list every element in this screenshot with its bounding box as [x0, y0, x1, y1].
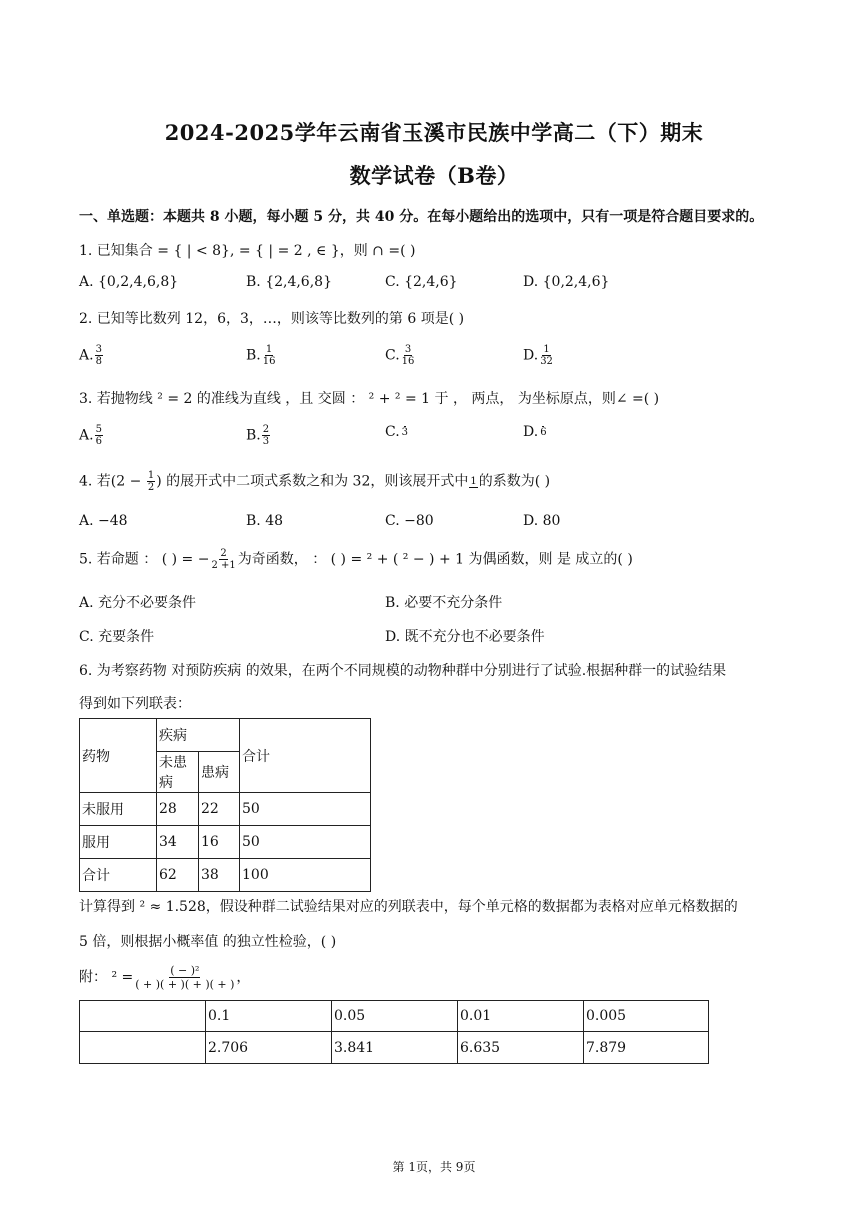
q4-stem-part-b: ) 的展开式中二项式系数之和为 32，则该展开式中: [156, 473, 469, 490]
q5-option-c: C. 充要条件: [79, 629, 155, 645]
q4-option-b: B. 48: [246, 513, 284, 529]
option-label: D.: [523, 347, 539, 364]
frac-den: 3: [401, 427, 409, 438]
q6-after-line2: 5 倍，则根据小概率值 的独立性检验，( ): [79, 934, 337, 950]
fraction: [210, 548, 236, 571]
q4-option-d: D. 80: [523, 513, 561, 529]
q5-option-a: A. 充分不必要条件: [79, 595, 197, 611]
q1-option-d: D. {0,2,4,6}: [523, 274, 610, 290]
frac-den: 2: [147, 482, 155, 493]
q4-stem-part-a: 4. 若(2 −: [79, 473, 146, 490]
table-cell: 0.01: [458, 1001, 584, 1032]
question-3-stem: 3. 若抛物线 ² = 2 的准线为直线 ，且 交圆 ： ² + ² = 1 于 ， 两点， 为坐标原点，则∠ =( ): [79, 391, 660, 407]
header-drug: 药物: [80, 719, 157, 793]
table-cell: 100: [240, 859, 371, 892]
question-2-stem: 2. 已知等比数列 12，6，3，…，则该等比数列的第 6 项是( ): [79, 311, 465, 327]
table-cell: 服用: [80, 826, 157, 859]
frac-den: 16: [401, 356, 415, 367]
table-cell: 6.635: [458, 1032, 584, 1064]
q2-option-d: [523, 344, 555, 367]
exam-title-line2: 数学试卷（B卷）: [349, 163, 519, 188]
question-6-stem-line2: 得到如下列联表：: [79, 696, 191, 712]
option-label: C.: [385, 424, 400, 440]
frac-num: 2: [262, 424, 270, 435]
frac-den: 6: [540, 427, 547, 438]
fraction: [134, 964, 235, 991]
page-footer: 第 1页，共 9页: [392, 1160, 476, 1174]
q2-option-a: [79, 344, 104, 367]
formula-suffix: ，: [236, 969, 251, 986]
chi-square-formula: [79, 964, 250, 991]
table-cell: 62: [157, 859, 199, 892]
table-cell: 2.706: [206, 1032, 332, 1064]
q6-after-line1: 计算得到 ² ≈ 1.528，假设种群二试验结果对应的列联表中，每个单元格的数据都为表格对应单元格数据的: [79, 899, 738, 915]
table-cell: 50: [240, 826, 371, 859]
table-row: [80, 1001, 709, 1032]
fraction: [401, 344, 416, 367]
fraction: [147, 470, 155, 493]
q2-option-b: [246, 344, 277, 367]
fraction: [95, 344, 103, 367]
table-cell: 合计: [80, 859, 157, 892]
formula-prefix: 附： ² =: [79, 969, 134, 986]
table-cell: 7.879: [584, 1032, 709, 1064]
critical-value-table: [79, 1000, 709, 1064]
table-cell: 3.841: [332, 1032, 458, 1064]
q5-stem-part-b: 为奇函数， ： ( ) = ² + ( ² − ) + 1 为偶函数，则 是 成立的( ): [237, 551, 633, 568]
option-label: A.: [79, 347, 94, 364]
table-cell: 0.005: [584, 1001, 709, 1032]
q3-option-d: [523, 424, 549, 440]
q3-option-a: [79, 424, 104, 447]
option-label: D.: [523, 424, 539, 440]
table-cell: 34: [157, 826, 199, 859]
table-cell: 50: [240, 793, 371, 826]
question-1-stem: 1. 已知集合 = { | < 8}, = { | = 2 , ∈ }，则 ∩ =( ): [79, 243, 416, 259]
header-sick: 患病: [199, 752, 240, 793]
frac-num: 3: [404, 344, 412, 355]
question-5-stem: [79, 548, 633, 571]
table-cell: 16: [199, 826, 240, 859]
frac-num: 5: [95, 424, 102, 435]
table-row: [80, 1032, 709, 1064]
section-heading: 一、单选题：本题共 8 小题，每小题 5 分，共 40 分。在每小题给出的选项中，只有一项是符合题目要求的。: [79, 209, 764, 225]
q5-option-b: B. 必要不充分条件: [385, 595, 503, 611]
contingency-table: [79, 718, 371, 892]
frac-num: ( − )²: [170, 964, 200, 977]
fraction: [95, 424, 103, 447]
table-cell: [80, 1032, 206, 1064]
option-label: B.: [246, 347, 261, 364]
q1-option-c: C. {2,4,6}: [385, 274, 458, 290]
q1-option-a: A. {0,2,4,6,8}: [79, 274, 179, 290]
frac-num: 1: [265, 344, 273, 355]
table-cell: 0.05: [332, 1001, 458, 1032]
header-not-sick: 未患病: [157, 752, 199, 793]
header-disease: 疾病: [157, 719, 240, 752]
frac-num: 2: [220, 548, 227, 559]
q5-stem-part-a: 5. 若命题 ： ( ) = −: [79, 551, 210, 568]
exam-title-line1: 2024-2025学年云南省玉溪市民族中学高二（下）期末: [164, 120, 704, 145]
fraction: [262, 344, 277, 367]
option-label: C.: [385, 347, 400, 364]
fraction: [469, 476, 477, 488]
fraction: [539, 426, 547, 438]
option-label: A.: [79, 427, 94, 444]
q5-option-d: D. 既不充分也不必要条件: [385, 629, 545, 645]
frac-num: 1: [543, 344, 550, 355]
frac-num: 3: [95, 344, 102, 355]
table-cell: [80, 1001, 206, 1032]
fraction: [539, 344, 554, 367]
frac-num: 1: [147, 470, 155, 481]
fraction: [262, 424, 270, 447]
table-row: [80, 793, 371, 826]
table-cell: 22: [199, 793, 240, 826]
table-row: [80, 826, 371, 859]
q4-stem-part-c: 的系数为( ): [478, 473, 551, 490]
table-cell: 0.1: [206, 1001, 332, 1032]
question-4-stem: [79, 470, 550, 493]
frac-den: 2 +1: [211, 560, 236, 571]
frac-den: ( + )( + )( + )( + ): [135, 978, 235, 991]
frac-num: 1: [470, 475, 477, 487]
frac-den: 16: [262, 356, 276, 367]
table-row: [80, 859, 371, 892]
q4-option-a: A. −48: [79, 513, 128, 529]
fraction: [401, 426, 409, 438]
option-label: B.: [246, 427, 261, 444]
q4-option-c: C. −80: [385, 513, 434, 529]
table-cell: 28: [157, 793, 199, 826]
q3-option-b: [246, 424, 271, 447]
q3-option-c: [385, 424, 410, 440]
frac-den: 32: [540, 356, 553, 367]
q1-option-b: B. {2,4,6,8}: [246, 274, 332, 290]
table-cell: 未服用: [80, 793, 157, 826]
q2-option-c: [385, 344, 416, 367]
table-cell: 38: [199, 859, 240, 892]
header-total: 合计: [240, 719, 371, 793]
frac-den: 8: [95, 356, 102, 367]
frac-den: 3: [262, 436, 270, 447]
frac-den: 6: [95, 436, 102, 447]
question-6-stem-line1: 6. 为考察药物 对预防疾病 的效果，在两个不同规模的动物种群中分别进行了试验.根据种群一的试验结果: [79, 663, 727, 679]
